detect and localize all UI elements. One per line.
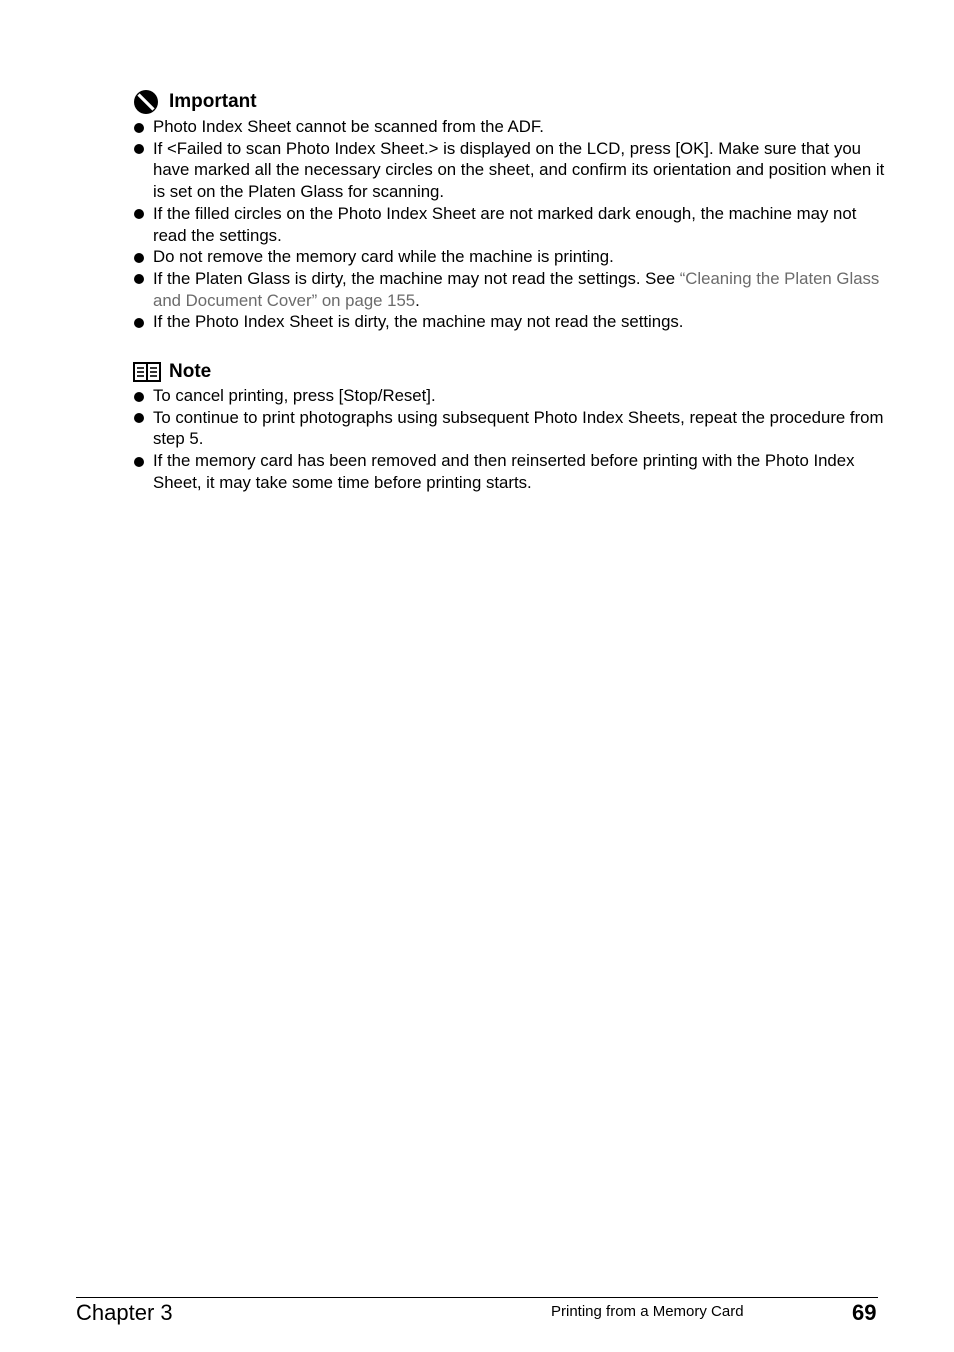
section-title: Printing from a Memory Card	[551, 1303, 744, 1320]
list-item-text: If the Platen Glass is dirty, the machine may not read the settings. See	[153, 268, 680, 288]
list-item: If <Failed to scan Photo Index Sheet.> is displayed on the LCD, press [OK]. Make sure that you have marked all the necessary circles on the sheet, and confirm its orientation and position when it is set on the Platen Glass for scanning.	[133, 138, 893, 203]
book-icon	[133, 359, 161, 385]
note-heading	[133, 359, 211, 385]
list-item: To cancel printing, press [Stop/Reset].	[133, 385, 893, 407]
cross-reference-link[interactable]: “Cleaning the Platen Glass and Document Cover” on page 155	[153, 268, 880, 310]
list-item: To continue to print photographs using subsequent Photo Index Sheets, repeat the procedure from step 5.	[133, 407, 893, 450]
list-item	[133, 268, 893, 311]
list-item: Do not remove the memory card while the machine is printing.	[133, 246, 893, 268]
list-item-text: .	[415, 290, 420, 310]
list-item: Photo Index Sheet cannot be scanned from the ADF.	[133, 116, 893, 138]
important-heading	[133, 89, 257, 115]
chapter-label: Chapter 3	[76, 1300, 173, 1325]
footer-divider	[76, 1297, 878, 1298]
no-entry-icon	[133, 89, 161, 115]
page-number: 69	[852, 1300, 877, 1325]
note-list	[133, 385, 893, 494]
list-item: If the filled circles on the Photo Index Sheet are not marked dark enough, the machine may not read the settings.	[133, 203, 893, 246]
important-list	[133, 116, 893, 333]
list-item: If the Photo Index Sheet is dirty, the machine may not read the settings.	[133, 311, 893, 333]
important-title: Important	[169, 91, 257, 112]
list-item: If the memory card has been removed and then reinserted before printing with the Photo Index Sheet, it may take some time before printing starts.	[133, 450, 893, 493]
note-title: Note	[169, 361, 212, 382]
